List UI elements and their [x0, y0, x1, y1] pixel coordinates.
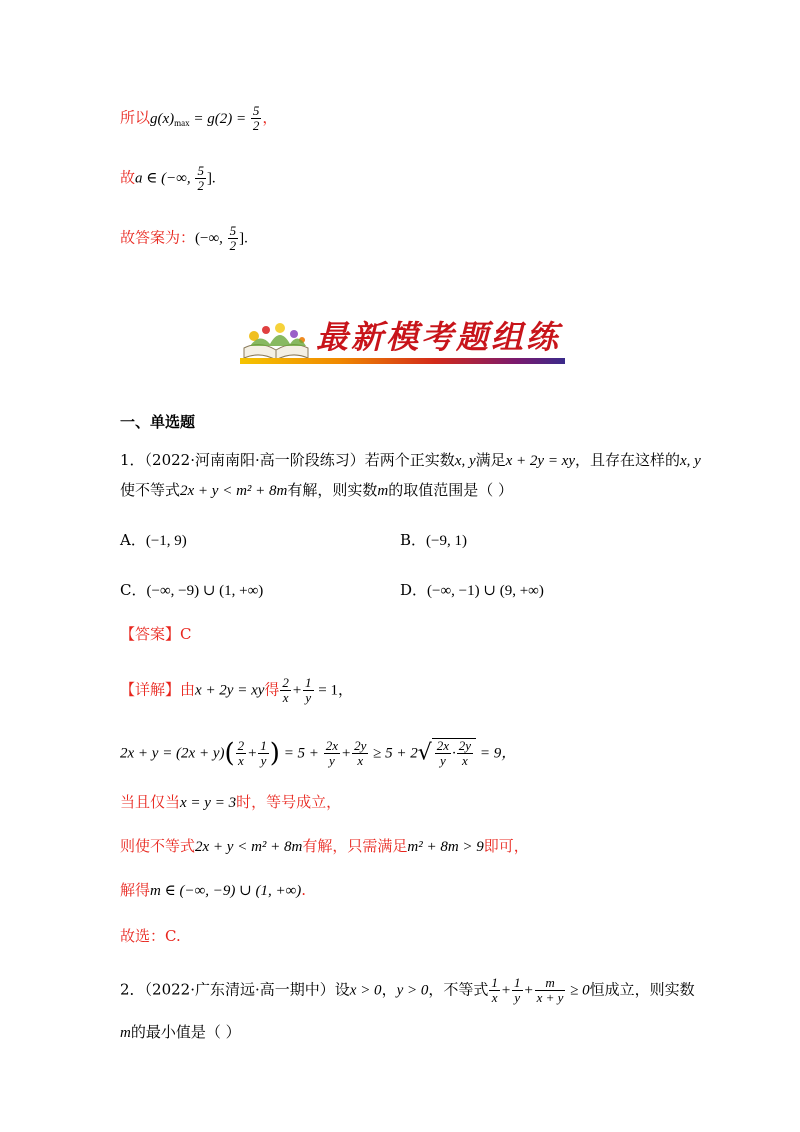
option-value: (−∞, −1) ∪ (9, +∞) [427, 583, 544, 599]
question-2-line-2 [120, 1022, 241, 1043]
math: m [120, 1025, 131, 1041]
option-d[interactable] [400, 580, 544, 601]
fraction: $\frac{5}{2}$ [229, 223, 237, 253]
section-heading: 一、单选题 [120, 413, 196, 431]
text: ]. [239, 230, 248, 247]
answer-value: C [180, 625, 192, 643]
text: 则使不等式 [120, 837, 196, 855]
text: 的最小值是（ ） [130, 1023, 241, 1041]
fraction: $\frac{2}{x}$ [237, 738, 245, 768]
option-label: B． [400, 531, 427, 549]
question-number: 1． [120, 451, 145, 469]
math: = 5 + [279, 745, 323, 762]
answer-line [120, 624, 192, 644]
math: ≥ 5 + 2 [369, 745, 418, 762]
option-a[interactable] [120, 530, 187, 551]
text: 得 [264, 680, 280, 699]
text: 由 [180, 680, 196, 699]
fraction: $\frac{2y}{x}$ [354, 738, 367, 768]
math: y > 0 [396, 982, 429, 999]
text: 即可， [483, 837, 529, 855]
text: 时，等号成立， [236, 793, 342, 811]
text: 的取值范围是（ ） [388, 481, 513, 499]
text: 解得 [120, 881, 151, 899]
text: 满足 [475, 451, 506, 469]
fraction: $\frac{2x}{y}$ [325, 738, 338, 768]
text: ， [381, 980, 397, 999]
math: x, y [454, 453, 476, 469]
fraction: $\frac{1}{y}$ [514, 975, 521, 1005]
choose-line: 故选：C. [120, 927, 181, 945]
derivation-line: 2x + y = (2x + y)( $\frac{2}{x}$ + $\frac{1}{y}$ ) = 5 + $\frac{2x}{y}$ + $\frac{2y}{x}$ ≥ 5 + 2√ $\frac{2x}{y}$ · $\frac{2y}{x}$ = 9， [120, 738, 517, 769]
question-2-line-1: 2．（2022·广东清远·高一期中）设x > 0，y > 0，不等式 $\frac{1}{x}$ + $\frac{1}{y}$ + $\frac{m}{x + y}$ ≥ 0恒成立，则实数 [120, 975, 695, 1005]
question-source: （2022·河南南阳·高一阶段练习） [144, 451, 365, 469]
math: x + 2y = xy [195, 682, 265, 699]
text: 当且仅当 [120, 793, 181, 811]
fraction: $\frac{1}{x}$ [491, 975, 498, 1005]
option-c[interactable] [120, 580, 263, 601]
math: ≥ 0 [566, 982, 590, 999]
math: x = y = 3 [180, 795, 237, 811]
math: x > 0 [349, 982, 382, 999]
fraction: $\frac{m}{x + y}$ [536, 975, 564, 1005]
math: = 9， [476, 745, 517, 762]
option-label: C． [120, 581, 147, 599]
sqrt: $\frac{2x}{y}$ · $\frac{2y}{x}$ [432, 738, 476, 768]
math: m ∈ (−∞, −9) ∪ (1, +∞) [150, 883, 302, 899]
text: ，且存在这样的 [575, 451, 681, 469]
question-1-line-1 [120, 450, 701, 471]
text: . [301, 881, 307, 899]
math-gx: $g(x)_{max} = g(2)$ = [150, 110, 250, 128]
fraction: $\frac{5}{2}$ [197, 163, 204, 193]
option-label: A． [120, 531, 146, 549]
detail-label: 【详解】 [120, 680, 181, 699]
text: 设 [334, 980, 350, 999]
text: 恒成立，则实数 [589, 980, 695, 999]
math: a ∈ (−∞, [135, 170, 195, 187]
solution-line-range [120, 164, 216, 193]
text: 故 [120, 168, 136, 187]
math: m [377, 483, 389, 499]
question-number: 2． [120, 980, 145, 999]
math: (−∞, [195, 230, 227, 247]
section-banner [240, 308, 565, 368]
math: x, y [680, 453, 701, 469]
requirement-line [120, 836, 529, 857]
equality-condition-line [120, 792, 341, 813]
text: 使不等式 [120, 481, 181, 499]
text: ，不等式 [428, 980, 489, 999]
text: 有解，只需满足 [302, 837, 408, 855]
math: = 1， [314, 682, 354, 699]
option-label: D． [400, 581, 428, 599]
option-value: (−1, 9) [145, 533, 187, 549]
question-source: （2022·广东清远·高一期中） [144, 980, 335, 999]
fraction-1-over-y: $\frac{1}{y}$ [305, 675, 312, 705]
solution-line-max [120, 104, 277, 133]
math: 2x + y < m² + 8m [180, 483, 288, 499]
fraction: $\frac{1}{y}$ [260, 738, 267, 768]
text: 所以 [120, 108, 151, 127]
option-value: (−∞, −9) ∪ (1, +∞) [146, 583, 264, 599]
text: 有解，则实数 [287, 481, 378, 499]
math: 2x + y < m² + 8m [195, 839, 303, 855]
math: 2x + y = (2x + y) [120, 745, 225, 762]
detail-line: 【详解】由x + 2y = xy得 $\frac{2}{x}$ + $\frac{1}{y}$ = 1， [120, 675, 354, 705]
math: m² + 8m > 9 [407, 839, 484, 855]
answer-label: 【答案】 [120, 625, 181, 643]
fraction: $\frac{5}{2}$ [252, 103, 260, 133]
banner-title: 最新模考题组练 [316, 318, 562, 356]
question-1-line-2 [120, 480, 513, 501]
option-value: (−9, 1) [426, 533, 467, 549]
text: 若两个正实数 [364, 451, 455, 469]
solve-line [120, 880, 306, 901]
text: ， [262, 108, 278, 127]
text: 故答案为： [120, 228, 196, 247]
option-b[interactable] [400, 530, 467, 551]
book-flowers-icon [240, 318, 312, 362]
solution-line-answer [120, 224, 248, 253]
fraction-2-over-x: $\frac{2}{x}$ [282, 675, 289, 705]
math: x + 2y = xy [505, 453, 575, 469]
text: ]. [206, 170, 216, 187]
banner-gradient-bar [240, 358, 565, 364]
